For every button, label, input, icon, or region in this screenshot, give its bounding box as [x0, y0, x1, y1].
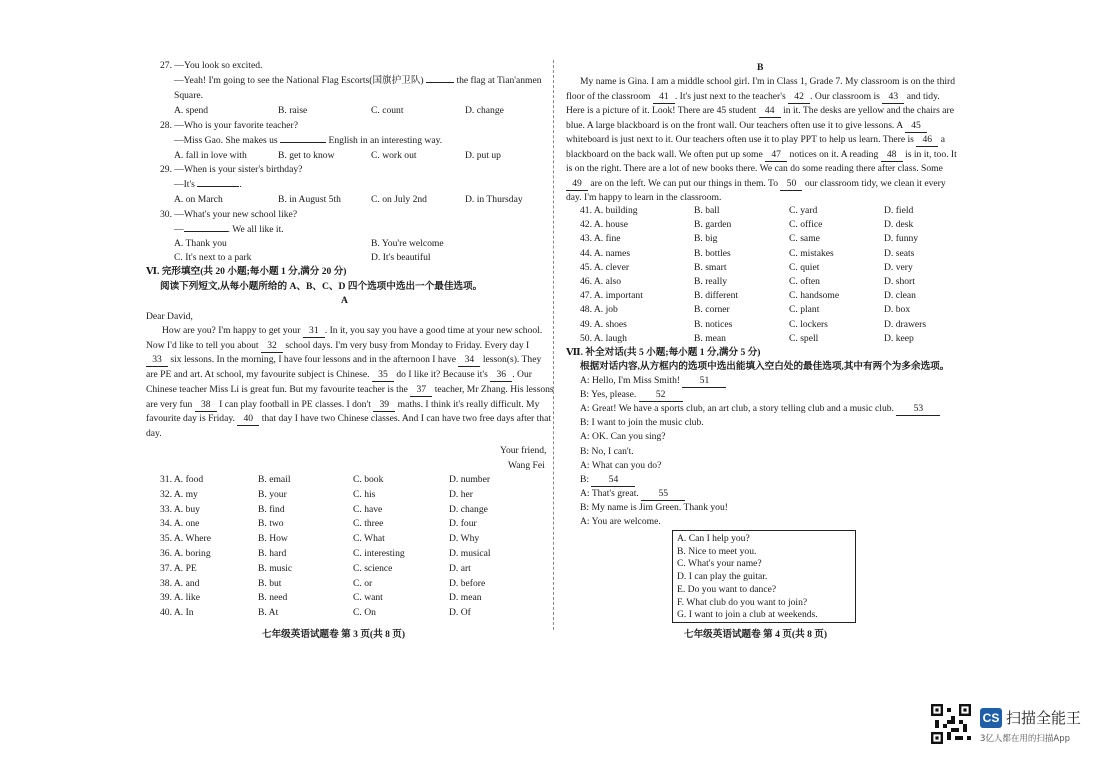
- option: D. desk: [884, 219, 914, 231]
- option: C. handsome: [789, 290, 840, 302]
- option: C. his: [353, 488, 376, 500]
- q27-answer: —Yeah! I'm going to see the National Flag Escorts(国旗护卫队) the flag at Tian'anmen: [174, 75, 542, 86]
- letter-line: 33 six lessons. In the morning, I have four lessons and in the afternoon I have 34 lesson(s). They: [146, 354, 541, 367]
- numbered-blank: 33: [146, 354, 168, 367]
- q30-question: 30. —What's your new school like?: [160, 209, 298, 220]
- passage-line: Here is a picture of it. Look! There are 45 student 44 in it. The desks are yellow and the chairs are: [566, 105, 954, 116]
- numbered-blank: 53: [896, 403, 940, 416]
- letter-line: are very fun 38 I can play football in PE classes. I don't 39 maths. I think it's really difficult. My: [146, 398, 540, 410]
- option: 48. A. job: [580, 304, 618, 316]
- option: D. clean: [884, 290, 916, 302]
- option: D. It's beautiful: [371, 252, 431, 263]
- option: C. What: [353, 533, 385, 545]
- option: 46. A. also: [580, 276, 622, 287]
- numbered-blank: 51: [682, 375, 726, 388]
- q29-answer: —It's .: [174, 179, 242, 190]
- option: 43. A. fine: [580, 233, 621, 245]
- numbered-blank: 49: [566, 178, 588, 191]
- dialog-line: A: Great! We have a sports club, an art club, a story telling club and a music club. 53: [580, 403, 940, 416]
- choice-item: F. What club do you want to join?: [677, 596, 808, 608]
- numbered-blank: 52: [639, 389, 683, 402]
- option: B. music: [258, 562, 293, 574]
- option: D. number: [449, 474, 491, 485]
- option: 45. A. clever: [580, 261, 630, 273]
- q30-answer: — . We all like it.: [174, 224, 284, 235]
- letter-line: How are you? I'm happy to get your 31 . In it, you say you have a good time at your new school.: [162, 325, 543, 336]
- option: C. three: [353, 518, 384, 530]
- passage-line: blue. A large blackboard is on the front wall. Our teachers often use it to give lessons. A 45: [566, 120, 927, 133]
- option: D. change: [465, 105, 504, 116]
- option: D. mean: [449, 592, 482, 604]
- option: C. lockers: [789, 318, 828, 330]
- letter-line: Chinese teacher Miss Li is great fun. But my favourite teacher is the 37 teacher, Mr Zhang. His lessons: [146, 383, 554, 395]
- section-heading: Ⅶ. 补全对话(共 5 小题;每小题 1 分,满分 5 分): [566, 347, 761, 358]
- passage-label: A: [341, 295, 348, 306]
- passage-line: is on the right. There are a lot of new books there. We can do some reading there after class. Some: [566, 163, 943, 174]
- option: C. yard: [789, 205, 818, 216]
- answer-blank: [426, 82, 454, 83]
- choice-item: C. What's your name?: [677, 558, 762, 570]
- page-footer: 七年级英语试题卷 第 4 页(共 8 页): [684, 629, 828, 640]
- option: B. ball: [694, 205, 720, 216]
- option: D. box: [884, 304, 911, 316]
- choice-item: A. Can I help you?: [677, 533, 750, 544]
- option: B. garden: [694, 219, 732, 231]
- answer-blank: [280, 142, 326, 143]
- passage-label: B: [757, 62, 764, 73]
- option: D. her: [449, 488, 473, 500]
- option: B. two: [258, 518, 284, 530]
- letter-signature: Wang Fei: [508, 460, 545, 471]
- option: C. quiet: [789, 261, 820, 273]
- option: B. bottles: [694, 247, 731, 259]
- option: B. but: [258, 577, 282, 589]
- option: D. four: [449, 518, 477, 530]
- option: D. before: [449, 577, 486, 589]
- choice-item: D. I can play the guitar.: [677, 571, 768, 583]
- dialog-line: B: No, I can't.: [580, 445, 634, 457]
- option: C. spell: [789, 332, 819, 344]
- option: D. very: [884, 261, 913, 273]
- option: D. musical: [449, 548, 491, 559]
- option: C. work out: [371, 150, 417, 161]
- option: 34. A. one: [160, 518, 200, 530]
- option: D. art: [449, 562, 471, 574]
- q28-question: 28. —Who is your favorite teacher?: [160, 120, 298, 131]
- passage-line: whiteboard is just next to it. Our teachers often use it to play PPT to help us learn. There is 46 a: [566, 134, 945, 145]
- option: C. often: [789, 276, 820, 287]
- numbered-blank: 54: [591, 474, 635, 487]
- letter-closing: Your friend,: [500, 445, 547, 456]
- numbered-blank: 31: [303, 325, 325, 338]
- option: A. spend: [174, 105, 209, 116]
- answer-blank: [197, 186, 239, 187]
- numbered-blank: 41: [653, 91, 675, 104]
- numbered-blank: 43: [882, 91, 904, 104]
- dialog-line: A: What can you do?: [580, 459, 662, 471]
- numbered-blank: 46: [916, 134, 938, 147]
- option: D. short: [884, 276, 915, 287]
- option: B. your: [258, 488, 287, 500]
- option: B. really: [694, 276, 728, 287]
- passage-line: floor of the classroom 41 . It's just next to the teacher's 42 . Our classroom is 43 and tidy.: [566, 90, 940, 102]
- option: B. raise: [278, 105, 308, 116]
- option: B. hard: [258, 548, 287, 559]
- letter-line: are PE and art. At school, my favourite subject is Chinese. 35 do I like it? Because it's 36 . Our: [146, 369, 532, 381]
- numbered-blank: 45: [905, 120, 927, 133]
- option: D. change: [449, 503, 488, 515]
- numbered-blank: 38: [195, 399, 217, 412]
- option: 47. A. important: [580, 290, 643, 302]
- option: C. same: [789, 233, 820, 245]
- page-divider: [553, 60, 554, 630]
- numbered-blank: 37: [410, 384, 432, 397]
- option: B. mean: [694, 332, 726, 344]
- numbered-blank: 34: [458, 354, 480, 367]
- option: A. fall in love with: [174, 150, 247, 161]
- page-footer: 七年级英语试题卷 第 3 页(共 8 页): [262, 629, 406, 640]
- numbered-blank: 42: [788, 91, 810, 104]
- option: C. book: [353, 474, 384, 485]
- dialog-line: B: I want to join the music club.: [580, 417, 704, 429]
- q27-answer-cont: Square.: [174, 90, 204, 101]
- passage-line: day. I'm happy to learn in the classroom.: [566, 192, 722, 203]
- numbered-blank: 40: [237, 413, 259, 426]
- option: 38. A. and: [160, 577, 200, 589]
- option: B. notices: [694, 318, 733, 330]
- option: D. funny: [884, 233, 919, 245]
- option: B. At: [258, 607, 279, 619]
- option: D. Of: [449, 607, 471, 619]
- option: C. want: [353, 592, 383, 604]
- dialog-line: A: OK. Can you sing?: [580, 431, 666, 443]
- option: C. interesting: [353, 548, 405, 559]
- option: C. It's next to a park: [174, 252, 252, 263]
- section-instruction: 阅读下列短文,从每小题所给的 A、B、C、D 四个选项中选出一个最佳选项。: [160, 281, 483, 292]
- numbered-blank: 50: [780, 178, 802, 191]
- passage-line: My name is Gina. I am a middle school girl. I'm in Class 1, Grade 7. My classroom is on the third: [580, 76, 956, 87]
- option: B. email: [258, 474, 291, 485]
- camscanner-logo-icon: CS: [980, 708, 1002, 728]
- option: B. in August 5th: [278, 194, 341, 205]
- option: B. different: [694, 290, 739, 302]
- qr-code-icon: [931, 704, 971, 744]
- dialog-line: A: You are welcome.: [580, 516, 661, 527]
- numbered-blank: 39: [373, 399, 395, 412]
- option: 37. A. PE: [160, 562, 197, 574]
- option: B. get to know: [278, 150, 335, 161]
- option: B. find: [258, 503, 285, 515]
- dialog-line: B: 54: [580, 474, 635, 487]
- option: D. in Thursday: [465, 194, 523, 205]
- letter-line: day.: [146, 427, 162, 439]
- option: 39. A. like: [160, 592, 200, 604]
- option: B. big: [694, 233, 718, 245]
- option: D. field: [884, 205, 914, 216]
- option: D. Why: [449, 533, 480, 545]
- q27-question: 27. —You look so excited.: [160, 60, 263, 71]
- q29-question: 29. —When is your sister's birthday?: [160, 164, 303, 175]
- dialog-line: A: That's great. 55: [580, 488, 685, 501]
- dialog-line: B: My name is Jim Green. Thank you!: [580, 501, 728, 513]
- watermark-brand: 扫描全能王: [1006, 709, 1082, 727]
- passage-line: 49 are on the left. We can put our things in them. To 50 our classroom tidy, we clean it every: [566, 178, 946, 191]
- option: A. on March: [174, 194, 223, 205]
- numbered-blank: 36: [490, 369, 512, 382]
- option: B. How: [258, 533, 288, 545]
- option: C. office: [789, 219, 823, 231]
- choice-item: E. Do you want to dance?: [677, 583, 777, 595]
- option: B. corner: [694, 304, 730, 316]
- option: C. On: [353, 607, 376, 619]
- q28-answer: —Miss Gao. She makes us English in an interesting way.: [174, 135, 443, 146]
- numbered-blank: 48: [881, 149, 903, 162]
- numbered-blank: 47: [765, 149, 787, 162]
- option: B. need: [258, 592, 288, 604]
- option: C. or: [353, 577, 373, 589]
- option: D. drawers: [884, 318, 927, 330]
- option: 36. A. boring: [160, 548, 211, 559]
- option: 41. A. building: [580, 205, 638, 216]
- option: B. smart: [694, 261, 727, 273]
- numbered-blank: 32: [261, 340, 283, 353]
- numbered-blank: 35: [372, 369, 394, 382]
- option: B. You're welcome: [371, 238, 444, 249]
- choice-item: G. I want to join a club at weekends.: [677, 609, 818, 621]
- letter-line: favourite day is Friday. 40 that day I have two Chinese classes. And I can have two free days after that: [146, 413, 552, 425]
- option: 42. A. house: [580, 219, 628, 231]
- dialog-line: A: Hello, I'm Miss Smith! 51: [580, 375, 726, 388]
- choice-item: B. Nice to meet you.: [677, 545, 757, 557]
- option: 49. A. shoes: [580, 318, 627, 330]
- option: A. Thank you: [174, 238, 227, 249]
- dialog-line: B: Yes, please. 52: [580, 389, 683, 402]
- section-heading: Ⅵ. 完形填空(共 20 小题;每小题 1 分,满分 20 分): [146, 266, 347, 277]
- option: C. plant: [789, 304, 820, 316]
- option: 31. A. food: [160, 474, 204, 485]
- option: C. have: [353, 503, 383, 515]
- option: 44. A. names: [580, 247, 631, 259]
- answer-blank: [184, 231, 228, 232]
- option: 33. A. buy: [160, 503, 200, 515]
- watermark-subtitle: 3亿人都在用的扫描App: [980, 734, 1071, 744]
- option: 32. A. my: [160, 488, 198, 500]
- option: C. mistakes: [789, 247, 834, 259]
- option: 50. A. laugh: [580, 332, 627, 344]
- option: C. science: [353, 562, 393, 574]
- option: C. on July 2nd: [371, 194, 427, 205]
- section-instruction: 根据对话内容,从方框内的选项中选出能填入空白处的最佳选项,其中有两个为多余选项。: [580, 361, 950, 372]
- option: 40. A. In: [160, 607, 194, 619]
- choice-box: [672, 530, 856, 623]
- option: 35. A. Where: [160, 533, 211, 545]
- option: D. seats: [884, 247, 915, 259]
- option: D. put up: [465, 150, 501, 161]
- option: D. keep: [884, 332, 914, 344]
- letter-greeting: Dear David,: [146, 311, 193, 322]
- option: C. count: [371, 105, 404, 116]
- letter-line: Now I'd like to tell you about 32 school days. I'm very busy from Monday to Friday. Every day I: [146, 339, 530, 351]
- passage-line: blackboard on the back wall. We often put up some 47 notices on it. A reading 48 is in it, too. It: [566, 148, 957, 160]
- numbered-blank: 44: [759, 105, 781, 118]
- numbered-blank: 55: [641, 488, 685, 501]
